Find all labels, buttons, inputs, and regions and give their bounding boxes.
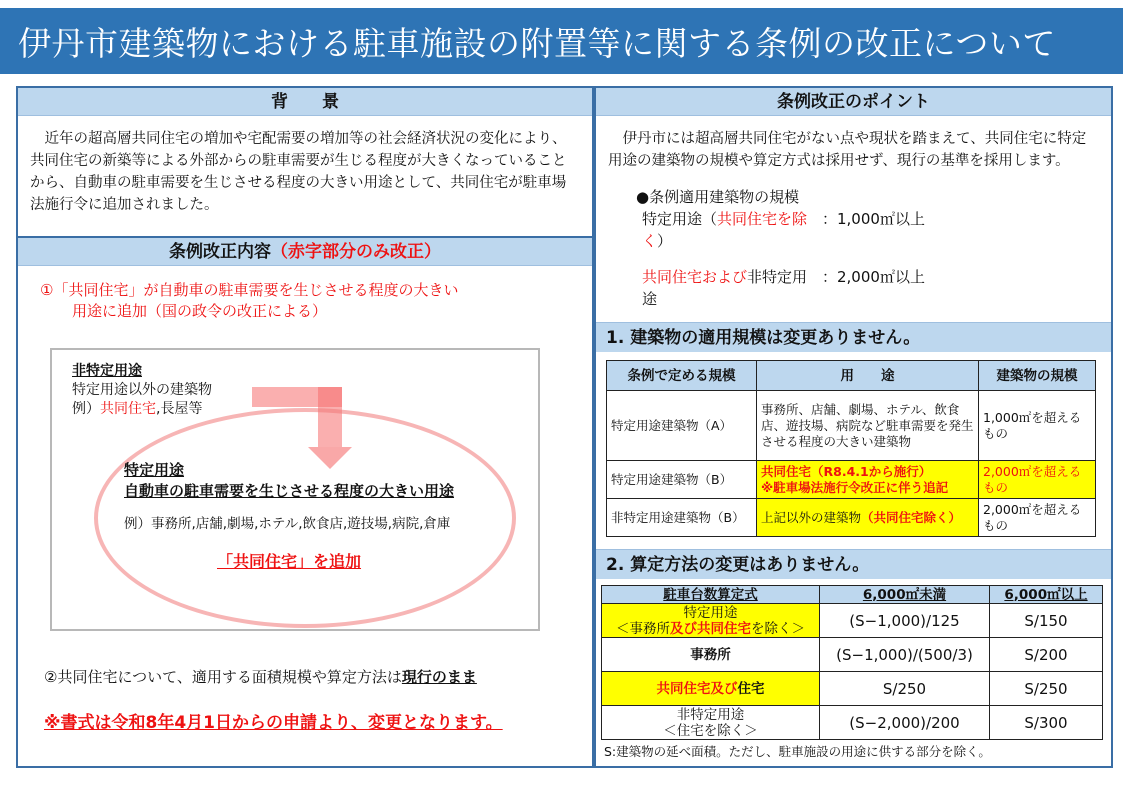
background-heading: 背 景: [18, 88, 592, 116]
table-row: 事務所 (S−1,000)/(500/3) S/200: [602, 638, 1103, 672]
revision-panel: [16, 236, 594, 768]
table-row: 非特定用途 ＜住宅を除く＞ (S−2,000)/200 S/300: [602, 706, 1103, 740]
revision-item-2: ②共同住宅について、適用する面積規模や算定方法は現行のまま: [44, 668, 477, 686]
formula-note: S:建築物の延べ面積。ただし、駐車施設の用途に供する部分を除く。: [604, 744, 991, 759]
effective-date-notice: ※書式は令和8年4月1日からの申請より、変更となります。: [44, 713, 503, 733]
revision-heading: 条例改正内容（赤字部分のみ改正）: [18, 238, 592, 266]
table-row: 共同住宅及び住宅 S/250 S/250: [602, 672, 1103, 706]
section-2-heading: 2. 算定方法の変更はありません。: [596, 549, 1111, 579]
points-intro: 伊丹市には超高層共同住宅がない点や現状を踏まえて、共同住宅に特定用途の建築物の規模や算定方式は採用せず、現行の基準を採用します。: [608, 131, 1087, 169]
use-category-diagram: [50, 348, 540, 631]
nonspecific-use-block: 非特定用途 特定用途以外の建築物 例）共同住宅,長屋等: [72, 363, 212, 417]
background-panel: [16, 86, 594, 238]
table-row: 特定用途建築物（B） 共同住宅（R8.4.1から施行） ※駐車場法施行令改正に伴う追記 2,000㎡を超えるもの: [607, 461, 1096, 499]
page-title: 伊丹市建築物における駐車施設の附置等に関する条例の改正について: [0, 8, 1123, 74]
calculation-table: 駐車台数算定式 6,000㎡未満 6,000㎡以上 特定用途 ＜事務所及び共同住宅を除く＞ (S−1,000)/125 S/150 事務所 (S−1,000)/(500/3) S/200 共同住宅及び住宅 S/250 S/250 非特定用途 ＜住宅を除く＞ (S−2,000)/200 S/300: [601, 585, 1103, 740]
points-panel: [594, 86, 1113, 768]
table-row: 特定用途建築物（A） 事務所、店舗、劇場、ホテル、飲食店、遊技場、病院など駐車需要を発生させる程度の大きい建築物 1,000㎡を超えるもの: [607, 391, 1096, 461]
scale-table: 条例で定める規模 用 途 建築物の規模 特定用途建築物（A） 事務所、店舗、劇場、ホテル、飲食店、遊技場、病院など駐車需要を発生させる程度の大きい建築物 1,000㎡を超えるもの 特定用途建築物（B） 共同住宅（R8.4.1から施行） ※駐車場法施行令改正に伴う追記 2,000㎡を超えるもの 非特定用途建築物（B） 上記以外の建築物（共同住宅除く） 2,000㎡を超えるもの: [606, 360, 1096, 537]
specific-use-block: 特定用途 自動車の駐車需要を生じさせる程度の大きい用途 例）事務所,店舗,劇場,ホテル,飲食店,遊技場,病院,倉庫 「共同住宅」を追加: [124, 461, 455, 571]
table-row: 特定用途 ＜事務所及び共同住宅を除く＞ (S−1,000)/125 S/150: [602, 604, 1103, 638]
background-text: 近年の超高層共同住宅の増加や宅配需要の増加等の社会経済状況の変化により、共同住宅の新築等による外部からの駐車需要が生じる程度が大きくなっていることから、自動車の駐車需要を生じさせる程度の大きい用途として、共同住宅が駐車場法施行令に追加されました。: [30, 131, 567, 213]
scale-criteria: ●条例適用建築物の規模 特定用途（共同住宅を除く） ：1,000㎡以上 共同住宅および非特定用途 ：2,000㎡以上: [636, 188, 925, 308]
section-1-heading: 1. 建築物の適用規模は変更ありません。: [596, 322, 1111, 352]
table-row: 非特定用途建築物（B） 上記以外の建築物（共同住宅除く） 2,000㎡を超えるもの: [607, 499, 1096, 537]
points-heading: 条例改正のポイント: [596, 88, 1111, 116]
revision-item-1: ①「共同住宅」が自動車の駐車需要を生じさせる程度の大きい 用途に追加（国の政令の改正による）: [40, 281, 459, 320]
